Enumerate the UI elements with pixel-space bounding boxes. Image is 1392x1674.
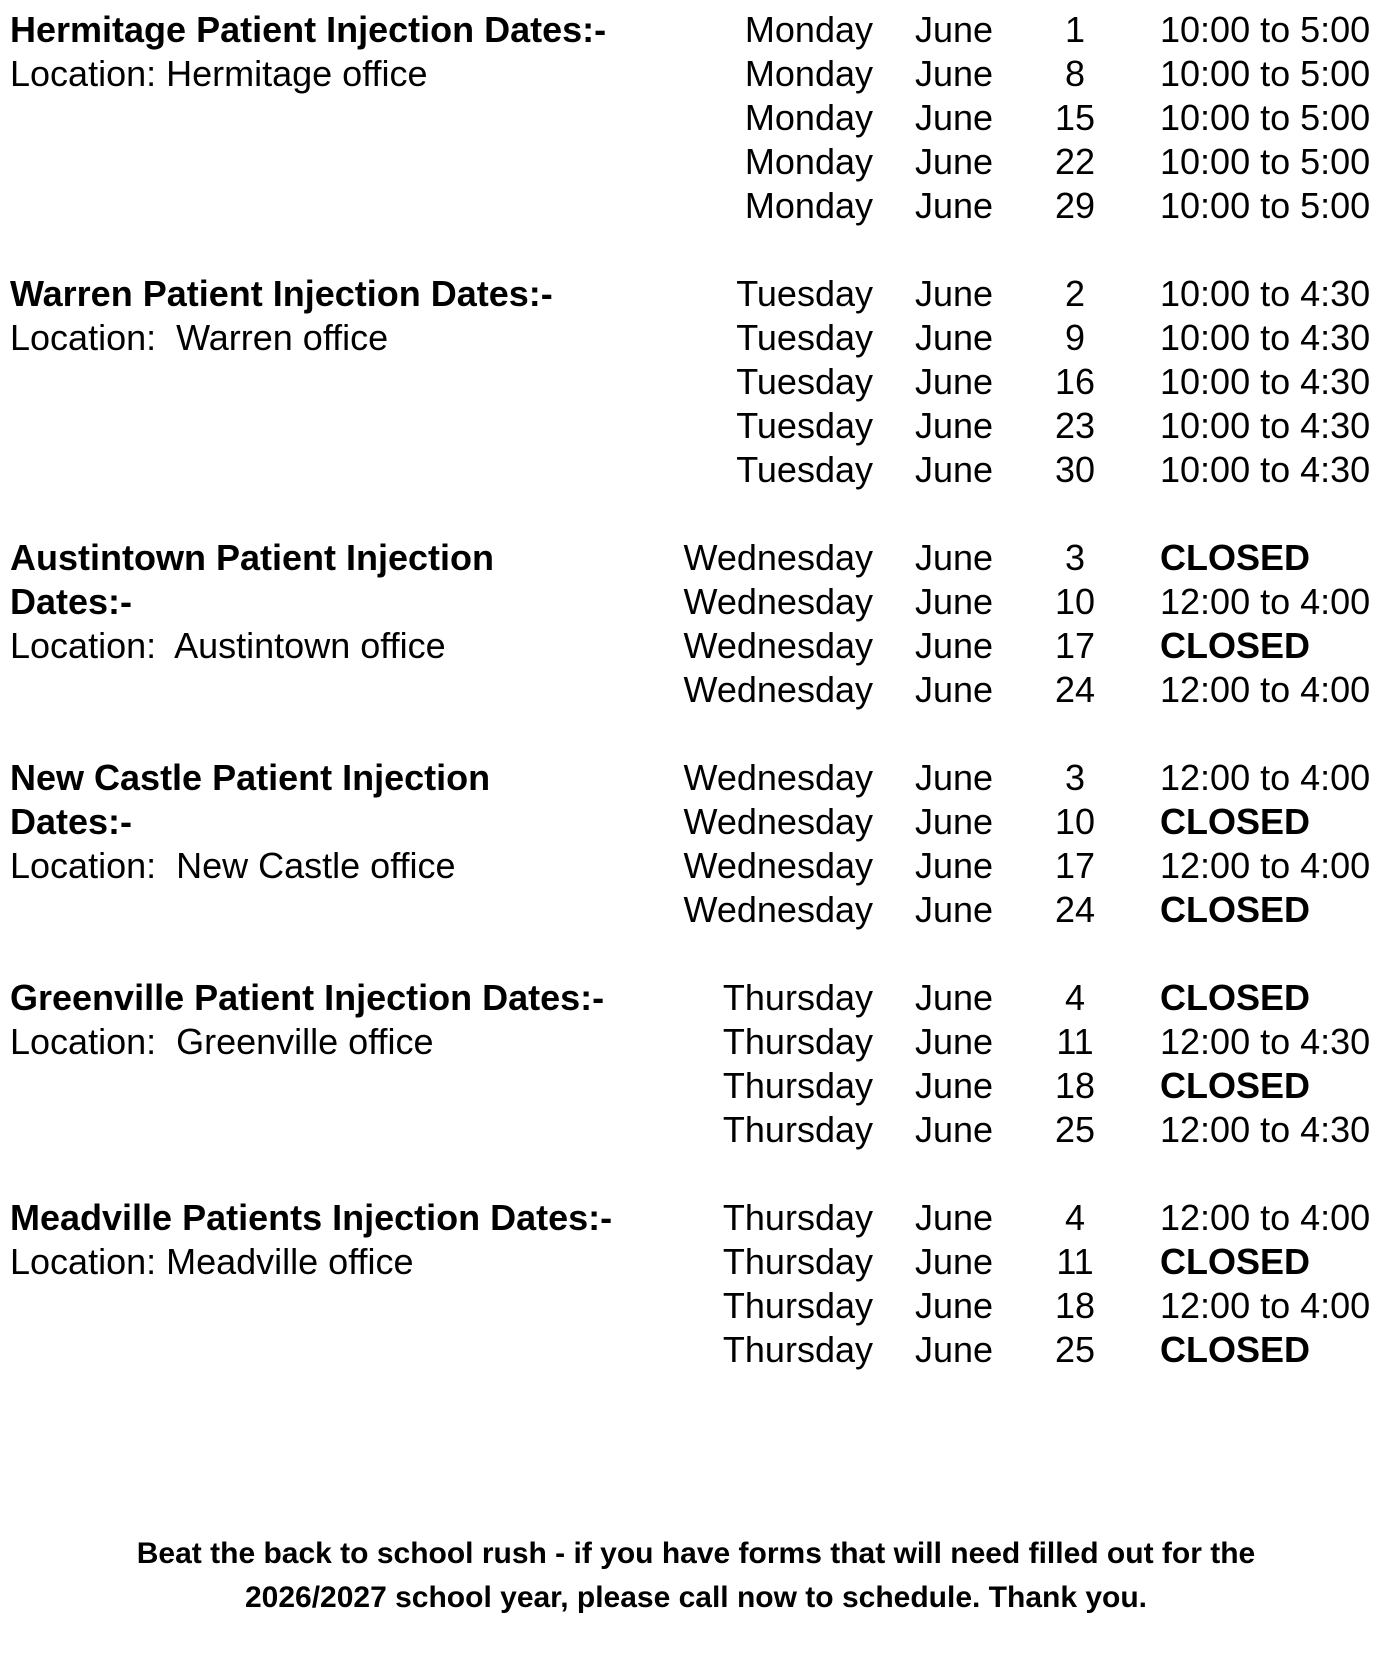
schedule-rows — [620, 536, 1392, 712]
schedule-row — [620, 1328, 1392, 1372]
month-cell: June — [915, 9, 994, 50]
schedule-row — [620, 756, 1392, 800]
month-cell: June — [915, 1197, 994, 1238]
schedule-row — [620, 624, 1392, 668]
schedule-sections — [0, 8, 1392, 1372]
date-cell: 24 — [1054, 889, 1096, 930]
section-title: New Castle Patient Injection Dates:- — [10, 757, 501, 842]
schedule-row — [620, 360, 1392, 404]
month-cell: June — [915, 537, 994, 578]
time-cell: 12:00 to 4:00 — [1160, 669, 1371, 710]
time-cell: 12:00 to 4:00 — [1160, 845, 1371, 886]
date-cell: 22 — [1054, 141, 1096, 182]
month-cell: June — [915, 1329, 994, 1370]
section-location: Location: Austintown office — [10, 625, 446, 666]
date-cell: 10 — [1054, 801, 1096, 842]
month-cell: June — [915, 1241, 994, 1282]
schedule-row — [620, 272, 1392, 316]
month-cell: June — [915, 1285, 994, 1326]
date-cell: 17 — [1054, 845, 1096, 886]
time-cell: 12:00 to 4:30 — [1160, 1109, 1371, 1150]
month-cell: June — [915, 273, 994, 314]
location-section — [0, 1196, 1392, 1372]
month-cell: June — [915, 141, 994, 182]
time-cell: 10:00 to 4:30 — [1160, 405, 1371, 446]
month-cell: June — [915, 1021, 994, 1062]
day-cell: Tuesday — [736, 361, 873, 402]
schedule-row — [620, 52, 1392, 96]
section-header-block — [0, 536, 620, 668]
date-cell: 10 — [1054, 581, 1096, 622]
schedule-row — [620, 404, 1392, 448]
day-cell: Thursday — [722, 977, 873, 1018]
section-header-block — [0, 976, 620, 1064]
day-cell: Monday — [744, 53, 873, 94]
day-cell: Thursday — [722, 1197, 873, 1238]
schedule-row — [620, 316, 1392, 360]
day-cell: Thursday — [722, 1285, 873, 1326]
date-cell: 15 — [1054, 97, 1096, 138]
month-cell: June — [915, 669, 994, 710]
month-cell: June — [915, 757, 994, 798]
time-cell: 10:00 to 4:30 — [1160, 449, 1371, 490]
time-cell: 12:00 to 4:00 — [1160, 1285, 1371, 1326]
time-cell: CLOSED — [1160, 801, 1311, 842]
schedule-row — [620, 140, 1392, 184]
date-cell: 11 — [1056, 1021, 1094, 1062]
day-cell: Wednesday — [683, 889, 873, 930]
day-cell: Tuesday — [736, 317, 873, 358]
schedule-row — [620, 184, 1392, 228]
section-location: Location: Greenville office — [10, 1021, 434, 1062]
schedule-row — [620, 1240, 1392, 1284]
section-title: Austintown Patient Injection Dates:- — [10, 537, 505, 622]
schedule-rows — [620, 272, 1392, 492]
section-header-block — [0, 1196, 620, 1284]
month-cell: June — [915, 1065, 994, 1106]
time-cell: 12:00 to 4:00 — [1160, 757, 1371, 798]
day-cell: Monday — [744, 97, 873, 138]
day-cell: Thursday — [722, 1109, 873, 1150]
time-cell: 10:00 to 5:00 — [1160, 141, 1371, 182]
time-cell: 12:00 to 4:00 — [1160, 1197, 1371, 1238]
section-location: Location: Warren office — [10, 317, 389, 358]
time-cell: CLOSED — [1160, 1329, 1311, 1370]
section-location: Location: New Castle office — [10, 845, 456, 886]
footer-line-2: 2026/2027 school year, please call now to schedule. Thank you. — [244, 1581, 1148, 1614]
month-cell: June — [915, 625, 994, 666]
date-cell: 4 — [1064, 1197, 1086, 1238]
day-cell: Wednesday — [683, 581, 873, 622]
date-cell: 30 — [1054, 449, 1096, 490]
schedule-row — [620, 888, 1392, 932]
date-cell: 29 — [1054, 185, 1096, 226]
date-cell: 3 — [1064, 757, 1086, 798]
month-cell: June — [915, 317, 994, 358]
time-cell: 10:00 to 4:30 — [1160, 361, 1371, 402]
location-section — [0, 976, 1392, 1152]
date-cell: 23 — [1054, 405, 1096, 446]
month-cell: June — [915, 801, 994, 842]
time-cell: CLOSED — [1160, 625, 1311, 666]
schedule-row — [620, 448, 1392, 492]
schedule-rows — [620, 976, 1392, 1152]
day-cell: Tuesday — [736, 449, 873, 490]
month-cell: June — [915, 405, 994, 446]
schedule-row — [620, 96, 1392, 140]
time-cell: 12:00 to 4:30 — [1160, 1021, 1371, 1062]
day-cell: Wednesday — [683, 801, 873, 842]
date-cell: 2 — [1064, 273, 1086, 314]
day-cell: Thursday — [722, 1329, 873, 1370]
day-cell: Thursday — [722, 1021, 873, 1062]
section-header-block — [0, 272, 620, 360]
day-cell: Tuesday — [736, 405, 873, 446]
time-cell: 10:00 to 4:30 — [1160, 317, 1371, 358]
schedule-row — [620, 8, 1392, 52]
footer-note — [0, 1532, 1392, 1620]
time-cell: CLOSED — [1160, 537, 1311, 578]
month-cell: June — [915, 361, 994, 402]
date-cell: 9 — [1064, 317, 1086, 358]
month-cell: June — [915, 977, 994, 1018]
schedule-row — [620, 536, 1392, 580]
day-cell: Wednesday — [683, 757, 873, 798]
day-cell: Tuesday — [736, 273, 873, 314]
location-section — [0, 756, 1392, 932]
time-cell: CLOSED — [1160, 1241, 1311, 1282]
month-cell: June — [915, 53, 994, 94]
date-cell: 1 — [1064, 9, 1086, 50]
day-cell: Wednesday — [683, 669, 873, 710]
day-cell: Wednesday — [683, 845, 873, 886]
date-cell: 3 — [1064, 537, 1086, 578]
time-cell: 10:00 to 5:00 — [1160, 97, 1371, 138]
time-cell: 10:00 to 5:00 — [1160, 9, 1371, 50]
date-cell: 25 — [1054, 1109, 1096, 1150]
section-header-block — [0, 8, 620, 96]
day-cell: Monday — [744, 141, 873, 182]
schedule-row — [620, 668, 1392, 712]
time-cell: 10:00 to 5:00 — [1160, 53, 1371, 94]
day-cell: Monday — [744, 9, 873, 50]
date-cell: 16 — [1054, 361, 1096, 402]
section-title: Hermitage Patient Injection Dates:- — [10, 9, 607, 50]
section-location: Location: Hermitage office — [10, 53, 428, 94]
schedule-row — [620, 800, 1392, 844]
day-cell: Wednesday — [683, 537, 873, 578]
date-cell: 11 — [1056, 1241, 1094, 1282]
date-cell: 4 — [1064, 977, 1086, 1018]
location-section — [0, 536, 1392, 712]
time-cell: 10:00 to 5:00 — [1160, 185, 1371, 226]
schedule-row — [620, 1196, 1392, 1240]
date-cell: 24 — [1054, 669, 1096, 710]
month-cell: June — [915, 581, 994, 622]
section-location: Location: Meadville office — [10, 1241, 414, 1282]
day-cell: Thursday — [722, 1241, 873, 1282]
month-cell: June — [915, 845, 994, 886]
schedule-row — [620, 1064, 1392, 1108]
schedule-row — [620, 580, 1392, 624]
schedule-rows — [620, 8, 1392, 228]
month-cell: June — [915, 1109, 994, 1150]
time-cell: CLOSED — [1160, 889, 1311, 930]
time-cell: 12:00 to 4:00 — [1160, 581, 1371, 622]
date-cell: 17 — [1054, 625, 1096, 666]
schedule-row — [620, 1108, 1392, 1152]
location-section — [0, 8, 1392, 228]
footer-line-1: Beat the back to school rush - if you have forms that will need filled out for the — [136, 1537, 1256, 1570]
day-cell: Monday — [744, 185, 873, 226]
schedule-row — [620, 1284, 1392, 1328]
time-cell: CLOSED — [1160, 1065, 1311, 1106]
time-cell: 10:00 to 4:30 — [1160, 273, 1371, 314]
date-cell: 25 — [1054, 1329, 1096, 1370]
section-title: Meadville Patients Injection Dates:- — [10, 1197, 613, 1238]
section-title: Greenville Patient Injection Dates:- — [10, 977, 605, 1018]
location-section — [0, 272, 1392, 492]
day-cell: Wednesday — [683, 625, 873, 666]
section-header-block — [0, 756, 620, 888]
date-cell: 18 — [1054, 1065, 1096, 1106]
month-cell: June — [915, 97, 994, 138]
section-title: Warren Patient Injection Dates:- — [10, 273, 553, 314]
schedule-row — [620, 844, 1392, 888]
time-cell: CLOSED — [1160, 977, 1311, 1018]
date-cell: 8 — [1064, 53, 1086, 94]
schedule-rows — [620, 1196, 1392, 1372]
date-cell: 18 — [1054, 1285, 1096, 1326]
month-cell: June — [915, 889, 994, 930]
schedule-row — [620, 976, 1392, 1020]
schedule-row — [620, 1020, 1392, 1064]
month-cell: June — [915, 185, 994, 226]
month-cell: June — [915, 449, 994, 490]
schedule-rows — [620, 756, 1392, 932]
day-cell: Thursday — [722, 1065, 873, 1106]
